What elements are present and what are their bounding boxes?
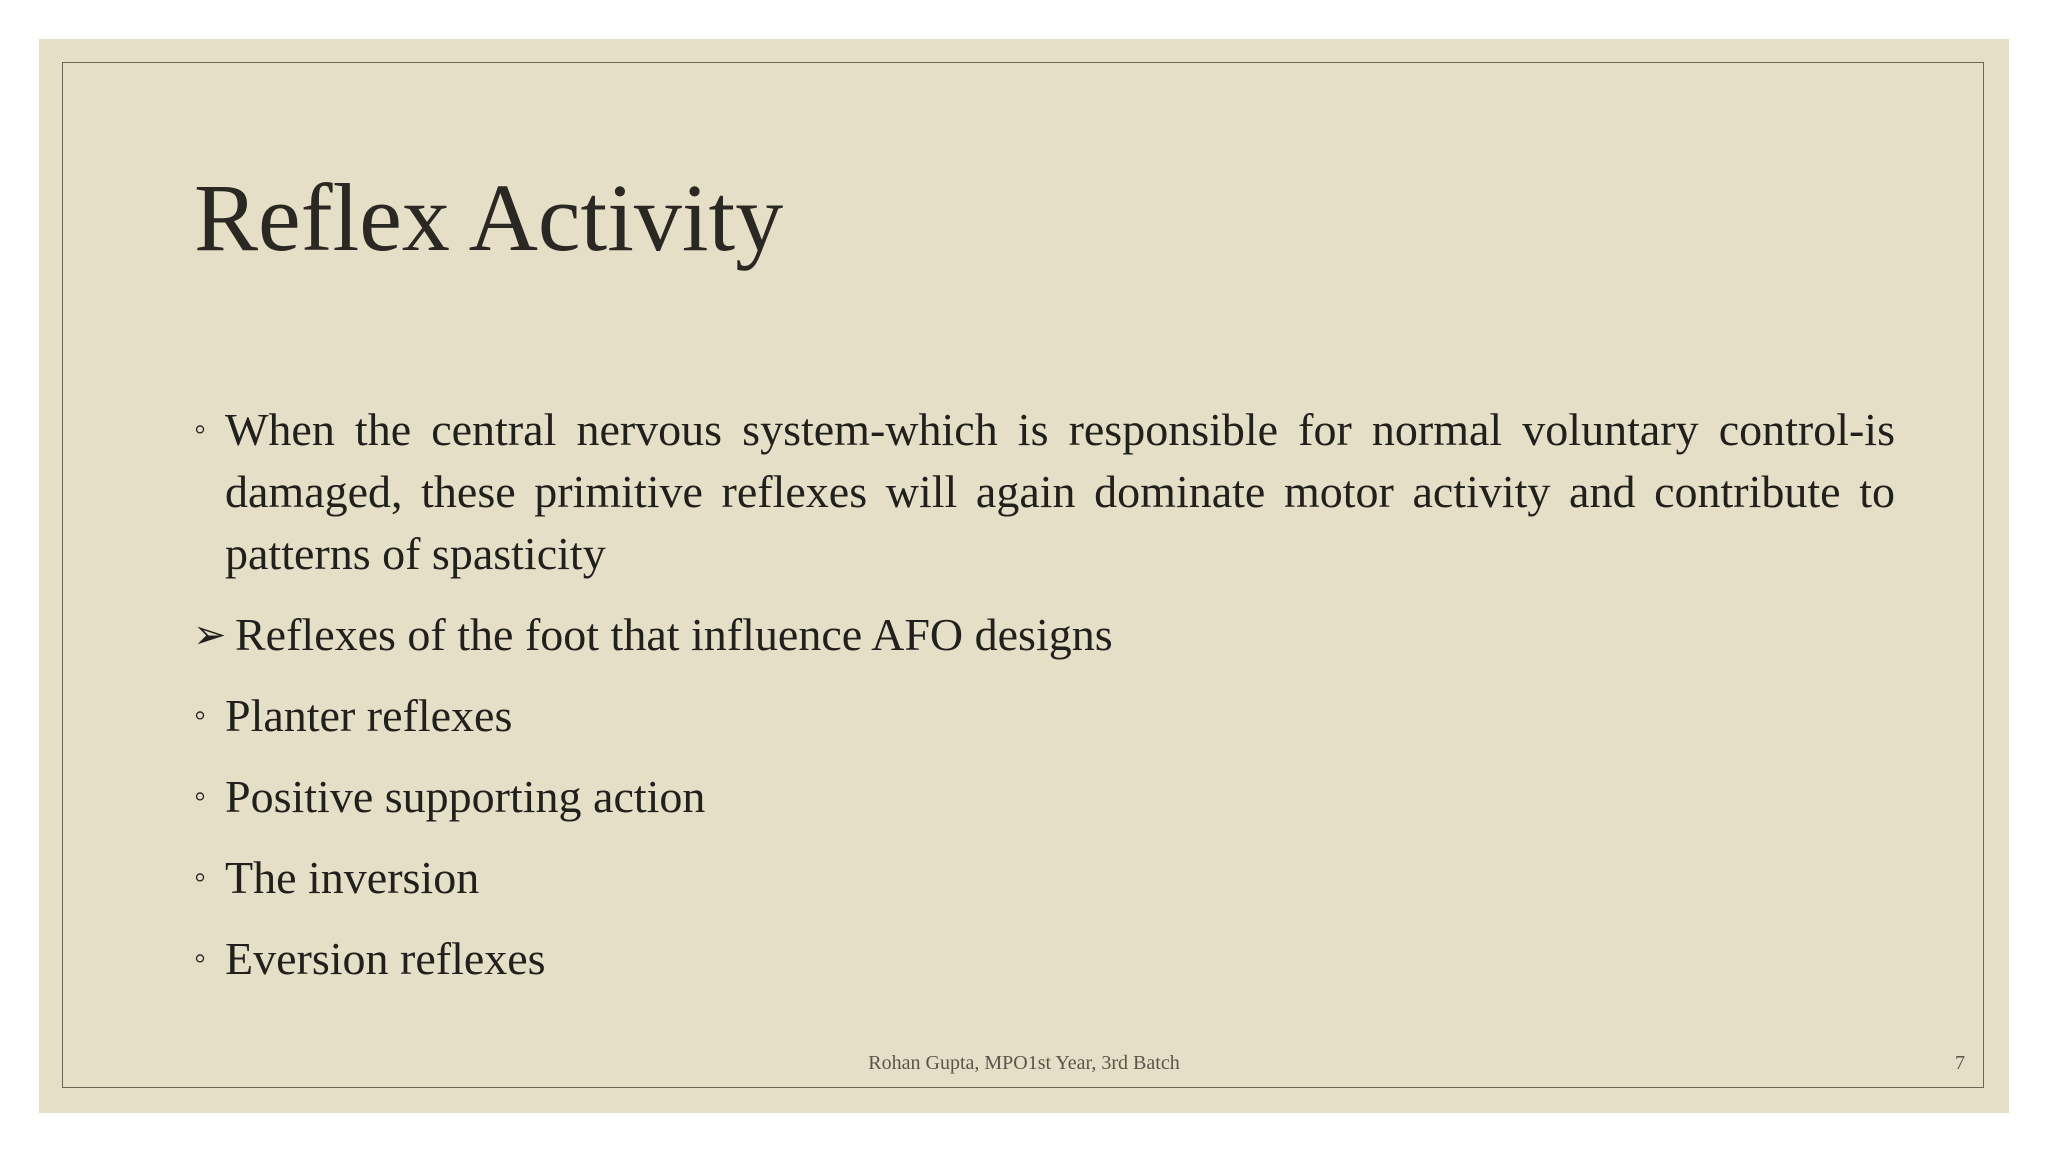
bullet-text: Planter reflexes xyxy=(225,690,513,741)
bullet-text: Reflexes of the foot that influence AFO designs xyxy=(235,609,1113,660)
bullet-text: The inversion xyxy=(225,852,480,903)
arrow-bullet-icon: ➢ xyxy=(193,612,227,657)
bullet-list xyxy=(194,399,1895,1009)
slide xyxy=(39,39,2009,1113)
hollow-bullet-icon: ◦ xyxy=(194,940,207,977)
slide-title: Reflex Activity xyxy=(194,164,784,271)
bullet-item-planter-reflexes xyxy=(194,685,1895,747)
hollow-bullet-icon: ◦ xyxy=(194,859,207,896)
slide-footer: Rohan Gupta, MPO1st Year, 3rd Batch xyxy=(868,1052,1180,1074)
bullet-text: Positive supporting action xyxy=(225,771,706,822)
bullet-item-eversion xyxy=(194,928,1895,990)
bullet-text: Eversion reflexes xyxy=(225,933,546,984)
bullet-text: When the central nervous system-which is responsible for normal voluntary control-is damaged, these primitive reflexes will again dominate motor activity and contribute to patterns of spasticity xyxy=(225,404,1895,579)
hollow-bullet-icon: ◦ xyxy=(194,778,207,815)
hollow-bullet-icon: ◦ xyxy=(194,411,207,448)
slide-page-number: 7 xyxy=(1955,1052,1965,1074)
bullet-item-foot-reflexes xyxy=(194,604,1895,666)
bullet-item-positive-supporting xyxy=(194,766,1895,828)
hollow-bullet-icon: ◦ xyxy=(194,697,207,734)
bullet-item-cns-damage xyxy=(194,399,1895,585)
bullet-item-inversion xyxy=(194,847,1895,909)
